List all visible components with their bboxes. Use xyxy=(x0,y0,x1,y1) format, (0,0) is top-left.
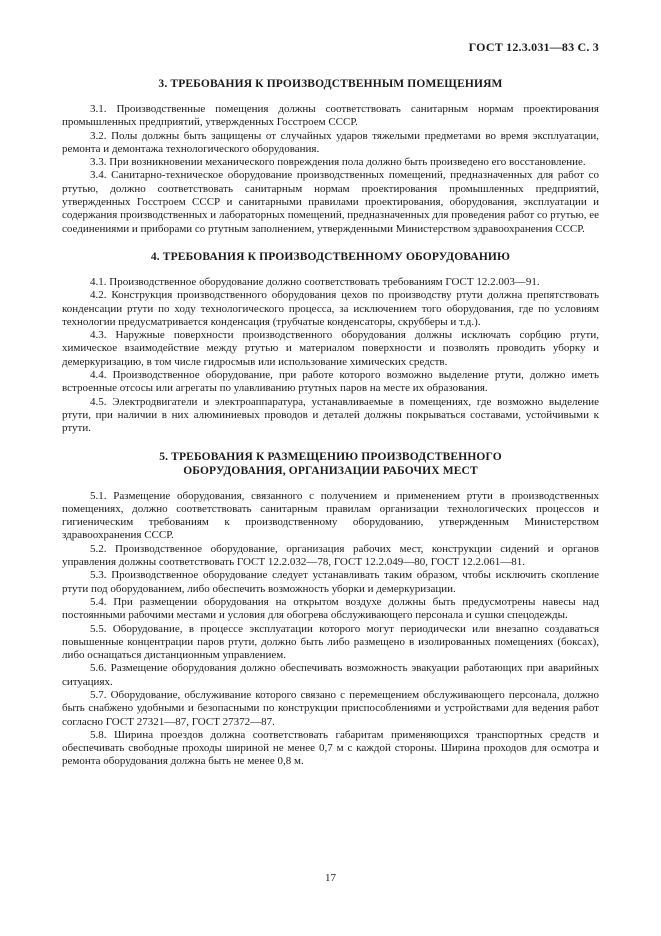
paragraph-4-3: 4.3. Наружные поверхности производственного оборудования должны исключать сорбцию ртути, химическое взаимодействие между ртутью и материалом поверхности и позволять проводить уборку и демеркуризацию, в том числе гидросмыв или использование химических средств. xyxy=(62,329,599,368)
paragraph-3-2: 3.2. Полы должны быть защищены от случайных ударов тяжелыми предметами во время эксплуатации, ремонта и демонтажа технологического оборудования. xyxy=(62,129,599,155)
paragraph-5-7: 5.7. Оборудование, обслуживание которого связано с перемещением обслуживающего персонала, должно быть снабжено удобными и безопасными по конструкции приспособлениями и устройствами для ведения работ согласно ГОСТ 27321—87, ГОСТ 27372—87. xyxy=(62,688,599,728)
paragraph-3-3: 3.3. При возникновении механического повреждения пола должно быть произведено его восстановление. xyxy=(90,156,586,169)
paragraph-5-5: 5.5. Оборудование, в процессе эксплуатации которого могут периодически или внезапно создаваться повышенные концентрации паров ртути, должно быть либо размещено в изолированных помещениях (боксах), либо оснащаться дистанционным управлением. xyxy=(62,622,599,662)
page-number: 17 xyxy=(325,872,336,884)
paragraph-4-4: 4.4. Производственное оборудование, при работе которого возможно выделение ртути, должно иметь встроенные отсосы или агрегаты по улавливанию ртутных паров на месте их образования. xyxy=(62,369,599,395)
section-title: 3. ТРЕБОВАНИЯ К ПРОИЗВОДСТВЕННЫМ ПОМЕЩЕНИЯМ xyxy=(158,78,503,90)
paragraph-5-1: 5.1. Размещение оборудования, связанного с получением и применением ртути в производственных помещениях, должно соответствовать санитарным правилам организации технологических процессов и гигиеническим требованиям к производственному оборудованию, утвержденным Министерством здравоохранения СССР. xyxy=(62,489,599,542)
document-page xyxy=(62,40,599,884)
paragraph-5-3: 5.3. Производственное оборудование следует устанавливать таким образом, чтобы исключить скопление ртути под оборудованием, либо обеспечить возможность уборки и демеркуризации. xyxy=(62,569,599,595)
section-title: 4. ТРЕБОВАНИЯ К ПРОИЗВОДСТВЕННОМУ ОБОРУДОВАНИЮ xyxy=(150,250,511,263)
paragraph-4-2: 4.2. Конструкция производственного оборудования цехов по производству ртути должна препятствовать конденсации ртути по ходу технологического процесса, за исключением того оборудования, где по условиям технологии предусматривается конденсация (трубчатые конденсаторы, скрубберы и т.д.). xyxy=(62,289,599,328)
paragraph-5-2: 5.2. Производственное оборудование, организация рабочих мест, конструкции сидений и органов управления должны соответствовать ГОСТ 12.2.032—78, ГОСТ 12.2.049—80, ГОСТ 12.2.061—81. xyxy=(62,542,599,569)
section-title: 5. ТРЕБОВАНИЯ К РАЗМЕЩЕНИЮ ПРОИЗВОДСТВЕННОГО ОБОРУДОВАНИЯ, ОРГАНИЗАЦИИ РАБОЧИХ МЕСТ xyxy=(159,450,502,477)
section-4 xyxy=(62,250,599,436)
section-3 xyxy=(62,77,599,236)
paragraph-4-5: 4.5. Электродвигатели и электроаппаратура, устанавливаемые в помещениях, где возможно выделение ртути, при наличии в них алюминиевых проводов и деталей должны покрываться составами, устойчивыми к ртути. xyxy=(62,395,599,435)
running-header: ГОСТ 12.3.031—83 С. 3 xyxy=(468,40,599,54)
paragraph-5-6: 5.6. Размещение оборудования должно обеспечивать возможность эвакуации работающих при аварийных ситуациях. xyxy=(62,662,599,688)
paragraph-3-4: 3.4. Санитарно-техническое оборудование производственных помещений, предназначенных для работ со ртутью, должно соответствовать санитарным нормам проектирования промышленных предприятий, утвержденных Госстроем СССР и санитарными правилами проектирования, оборудования, эксплуатации и содержания производственных и лабораторных помещений, предназначенных для проведения работ со ртутью, ее соединениями и приборами со ртутным заполнением, утвержденными Министерством здравоохранения СССР. xyxy=(62,169,599,235)
paragraph-3-1: 3.1. Производственные помещения должны соответствовать санитарным нормам проектирования промышленных предприятий, утвержденных Госстроем СССР. xyxy=(62,103,599,129)
paragraph-5-4: 5.4. При размещении оборудования на открытом воздухе должны быть предусмотрены навесы над постоянными рабочими местами и условия для обогрева обслуживающего персонала и сушки спецодежды. xyxy=(62,595,599,622)
paragraph-5-8: 5.8. Ширина проездов должна соответствовать габаритам применяющихся транспортных средств и обеспечивать свободные проходы шириной не менее 0,7 м с каждой стороны. Ширина проходов для осмотра и ремонта оборудования должна быть не менее 0,8 м. xyxy=(62,728,599,768)
paragraph-4-1: 4.1. Производственное оборудование должно соответствовать требованиям ГОСТ 12.2.003—91. xyxy=(90,275,540,288)
section-5 xyxy=(62,450,599,769)
